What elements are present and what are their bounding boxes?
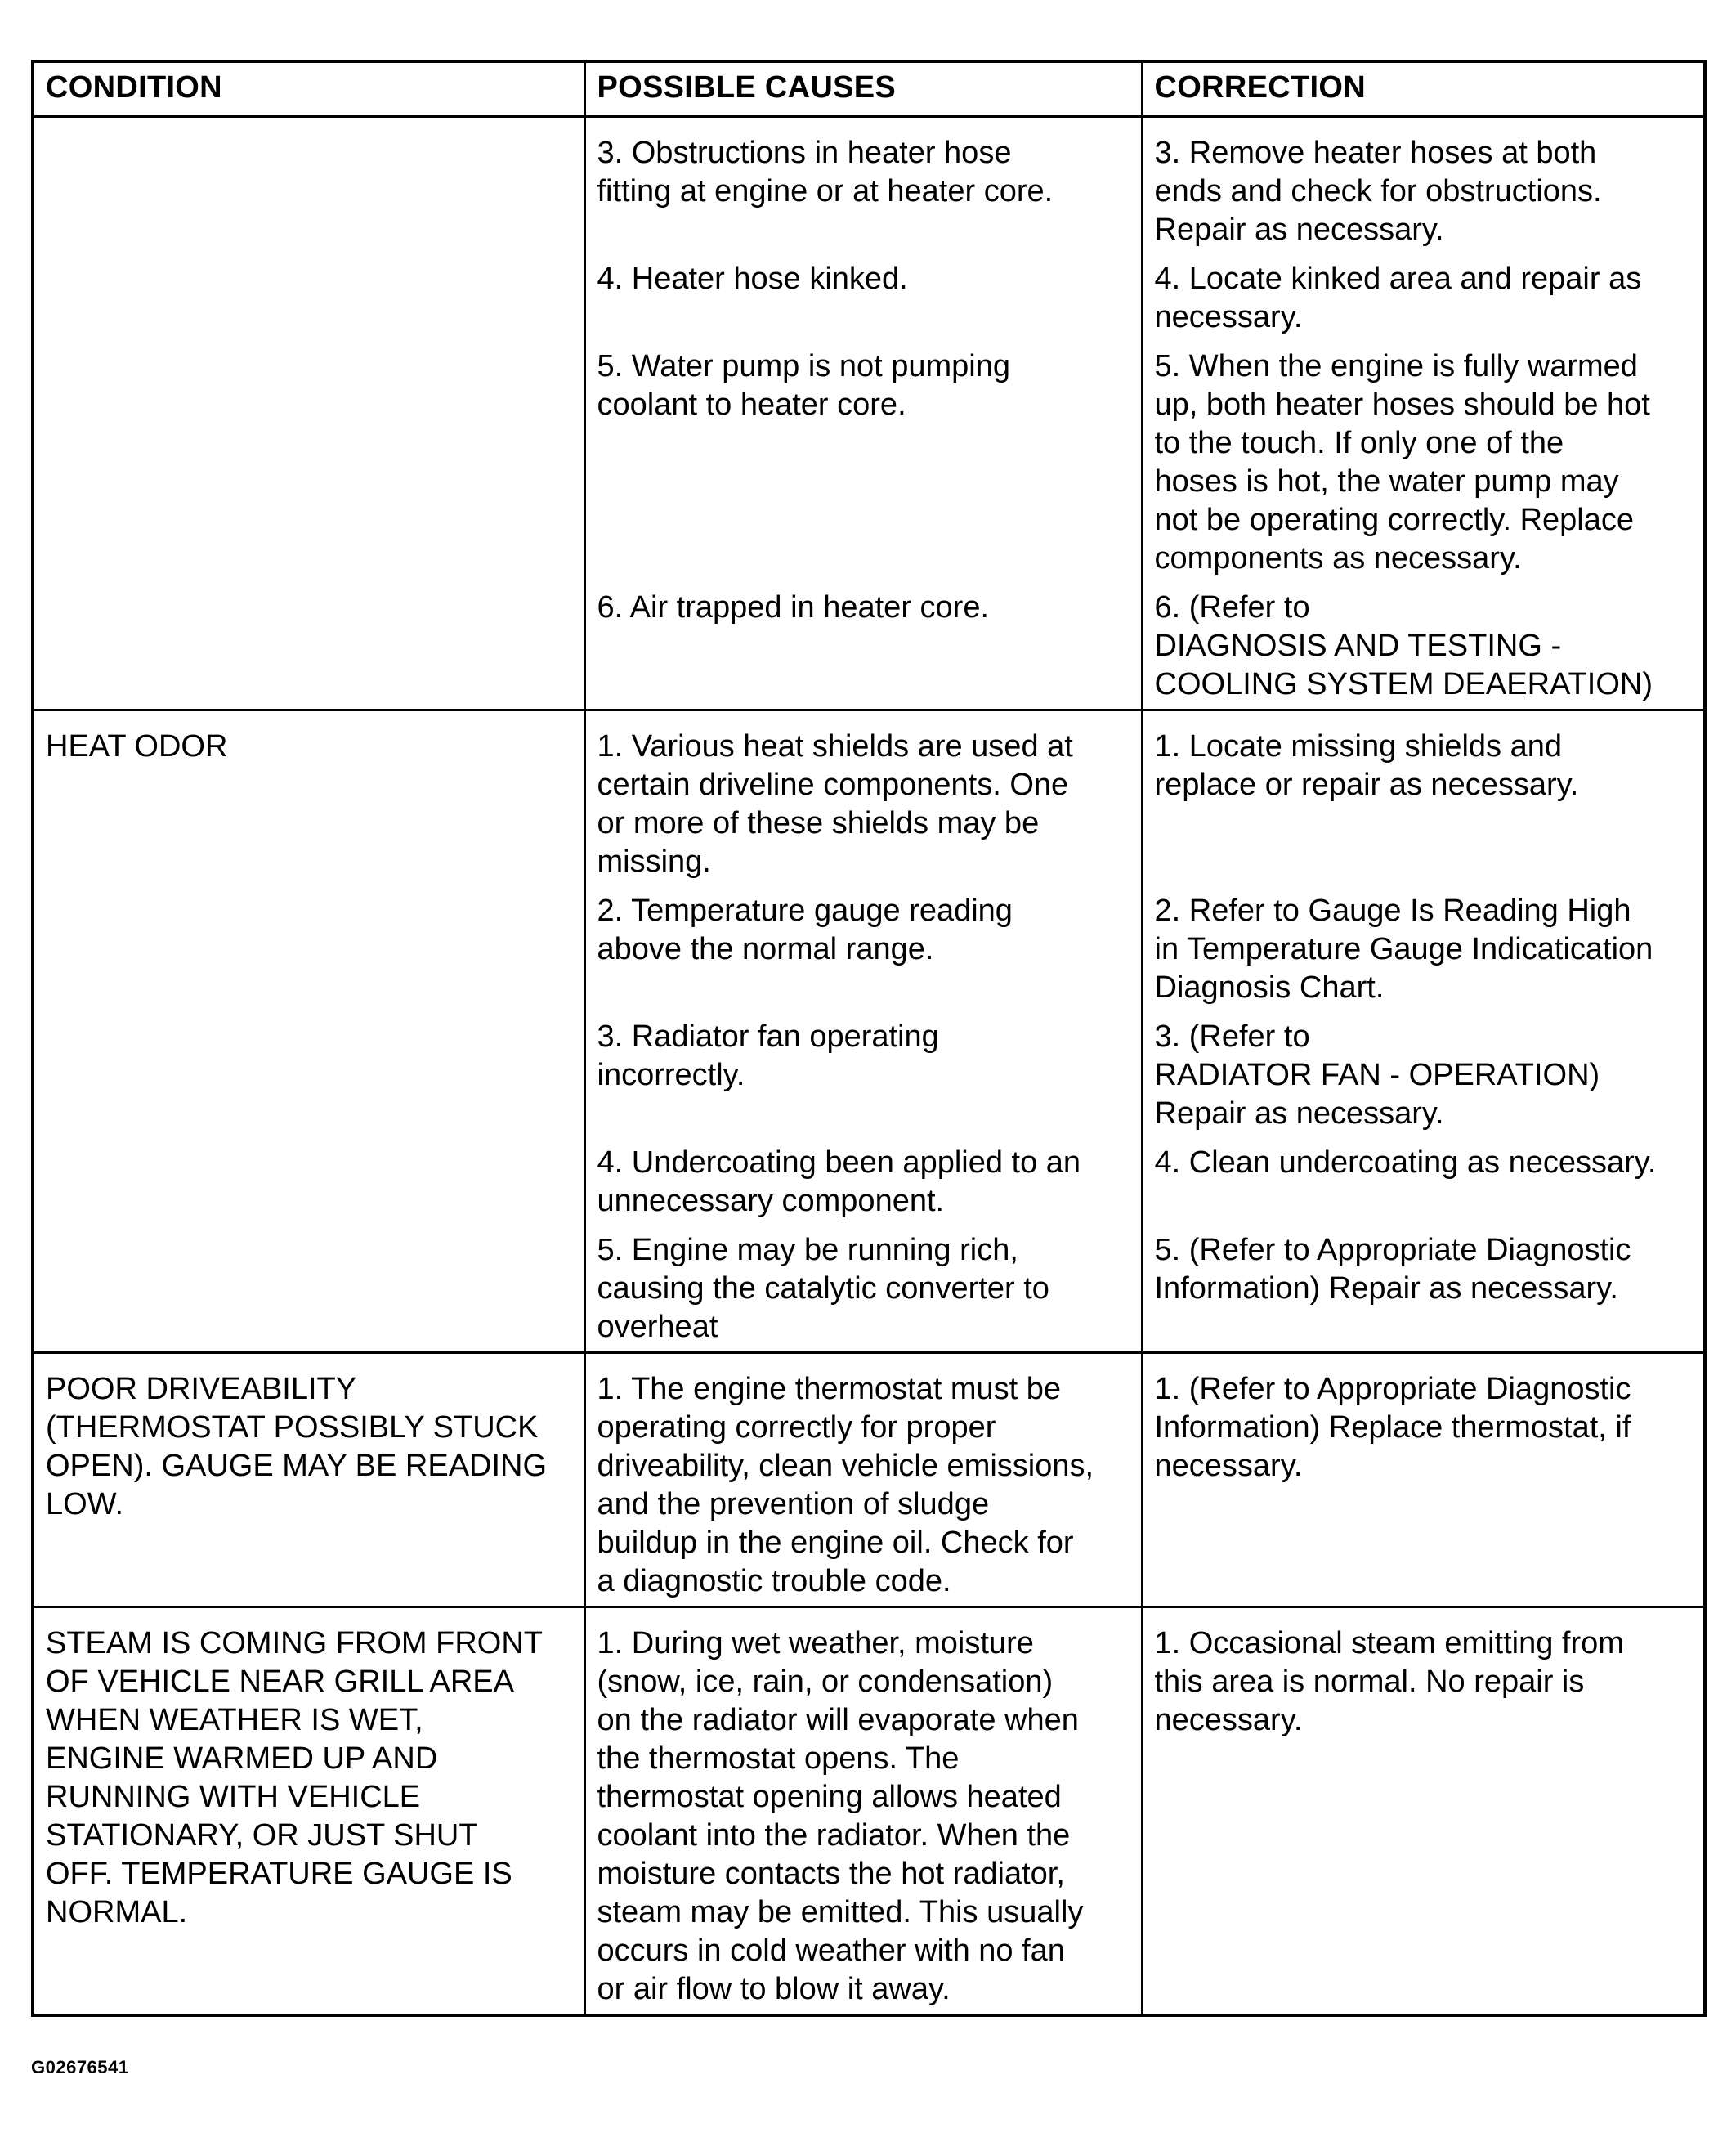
correction-item: 4. Clean undercoating as necessary. [1154,1145,1657,1180]
cause-item: 1. During wet weather, moisture (snow, ice, rain, or condensation) on the radiator will evaporate when the thermostat opens. The thermostat opening allows heated coolant into the radiator. When the moisture contacts the hot radiator, steam may be emitted. This usually occurs in cold weather with no fan or air flow to blow it away. [597,1626,1084,2006]
correction-item: 1. (Refer to Appropriate Diagnostic Information) Replace thermostat, if necessary. [1154,1372,1631,1483]
correction-item: 6. (Refer to DIAGNOSIS AND TESTING - COOLING SYSTEM DEAERATION) [1154,590,1653,701]
condition-text: HEAT ODOR [46,729,228,764]
condition-cell [33,1607,584,2016]
correction-cell [1142,117,1705,710]
correction-item: 3. (Refer to RADIATOR FAN - OPERATION) Repair as necessary. [1154,1019,1600,1131]
possible-causes-cell [584,1353,1142,1607]
condition-text: STEAM IS COMING FROM FRONT OF VEHICLE NEAR GRILL AREA WHEN WEATHER IS WET, ENGINE WARMED UP AND RUNNING WITH VEHICLE STATIONARY, OR JUST SHUT OFF. TEMPERATURE GAUGE IS NORMAL. [46,1626,543,1929]
condition-cell [33,710,584,1353]
condition-cell [33,1353,584,1607]
header-correction: CORRECTION [1142,61,1705,117]
correction-item: 4. Locate kinked area and repair as necessary. [1154,262,1642,334]
cause-item: 5. Engine may be running rich, causing the catalytic converter to overheat [597,1233,1049,1344]
correction-item: 3. Remove heater hoses at both ends and check for obstructions. Repair as necessary. [1154,136,1602,247]
possible-causes-cell [584,710,1142,1353]
cause-item: 3. Obstructions in heater hose fitting at engine or at heater core. [597,136,1054,208]
header-condition: CONDITION [33,61,584,117]
cause-item: 1. The engine thermostat must be operating correctly for proper driveability, clean vehicle emissions, and the prevention of sludge buildup in the engine oil. Check for a diagnostic trouble code. [597,1372,1094,1598]
possible-causes-cell [584,1607,1142,2016]
correction-cell [1142,710,1705,1353]
table-row [33,1607,1705,2016]
correction-cell [1142,1607,1705,2016]
diagnosis-table [31,60,1707,2017]
cause-item: 1. Various heat shields are used at certain driveline components. One or more of these shields may be missing. [597,729,1073,879]
cause-item: 2. Temperature gauge reading above the normal range. [597,894,1013,966]
possible-causes-cell [584,117,1142,710]
cause-item: 4. Heater hose kinked. [597,262,908,296]
cause-item: 5. Water pump is not pumping coolant to heater core. [597,349,1011,422]
correction-cell [1142,1353,1705,1607]
correction-item: 2. Refer to Gauge Is Reading High in Temperature Gauge Indicatication Diagnosis Chart. [1154,894,1653,1005]
figure-id: G02676541 [31,2057,129,2077]
correction-item: 1. Occasional steam emitting from this area is normal. No repair is necessary. [1154,1626,1624,1737]
cause-item: 6. Air trapped in heater core. [597,590,990,625]
condition-text: POOR DRIVEABILITY (THERMOSTAT POSSIBLY STUCK OPEN). GAUGE MAY BE READING LOW. [46,1372,548,1521]
header-possible-causes: POSSIBLE CAUSES [584,61,1142,117]
table-row [33,1353,1705,1607]
table-row [33,710,1705,1353]
condition-cell [33,117,584,710]
cause-item: 3. Radiator fan operating incorrectly. [597,1019,939,1092]
table-row [33,117,1705,710]
correction-item: 1. Locate missing shields and replace or repair as necessary. [1154,729,1579,802]
correction-item: 5. (Refer to Appropriate Diagnostic Information) Repair as necessary. [1154,1233,1631,1306]
header-row [33,61,1705,117]
correction-item: 5. When the engine is fully warmed up, both heater hoses should be hot to the touch. If only one of the hoses is hot, the water pump may not be operating correctly. Replace components as necessary. [1154,349,1650,576]
cause-item: 4. Undercoating been applied to an unnecessary component. [597,1145,1081,1218]
